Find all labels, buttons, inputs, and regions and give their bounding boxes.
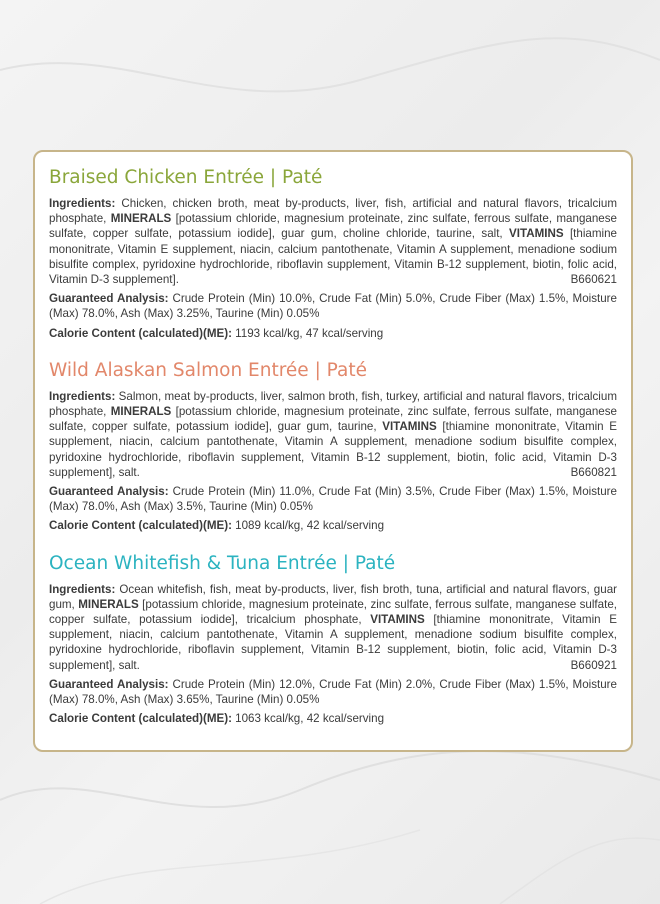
ingredients-text: Ingredients: Salmon, meat by-products, liver, salmon broth, fish, turkey, artificial and natural flavors, tricalcium phosphate, MINERALS [potassium chloride, magnesium proteinate, zinc sulfate, ferrous sulfate, manganese sulfate, copper sulfate, potassium iodide], guar gum, taurine, VITAMINS [thiamine mononitrate, Vitamin E supplement, niacin, calcium pantothenate, Vitamin A supplement, menadione sodium bisulfite complex, pyridoxine hydrochloride, riboflavin supplement, Vitamin B-12 supplement, biotin, folic acid, Vitamin D-3 supplement], salt. B660821 xyxy=(49,389,617,479)
nutrition-card xyxy=(33,150,633,752)
product-code: B660621 xyxy=(570,273,617,287)
calorie-content: Calorie Content (calculated)(ME): 1193 kcal/kg, 47 kcal/serving xyxy=(49,326,384,340)
calorie-content: Calorie Content (calculated)(ME): 1063 kcal/kg, 42 kcal/serving xyxy=(49,712,385,726)
section-title: Wild Alaskan Salmon Entrée | Paté xyxy=(49,359,367,381)
calorie-content: Calorie Content (calculated)(ME): 1089 kcal/kg, 42 kcal/serving xyxy=(49,519,385,533)
section-title: Braised Chicken Entrée | Paté xyxy=(49,167,323,188)
section-braised-chicken xyxy=(49,166,617,341)
product-code: B660921 xyxy=(570,658,617,672)
guaranteed-analysis: Guaranteed Analysis: Crude Protein (Min) 10.0%, Crude Fat (Min) 5.0%, Crude Fiber (Max) 1.5%, Moisture (Max) 78.0%, Ash (Max) 3.25%, Taurine (Min) 0.05% xyxy=(49,292,617,321)
guaranteed-analysis: Guaranteed Analysis: Crude Protein (Min) 11.0%, Crude Fat (Min) 3.5%, Crude Fiber (Max) 1.5%, Moisture (Max) 78.0%, Ash (Max) 3.5%, Taurine (Min) 0.05% xyxy=(49,485,617,514)
guaranteed-analysis: Guaranteed Analysis: Crude Protein (Min) 12.0%, Crude Fat (Min) 2.0%, Crude Fiber (Max) 1.5%, Moisture (Max) 78.0%, Ash (Max) 3.65%, Taurine (Min) 0.05% xyxy=(49,677,617,707)
ingredients-text: Ingredients: Chicken, chicken broth, meat by-products, liver, fish, artificial and natural flavors, tricalcium phosphate, MINERALS [potassium chloride, magnesium proteinate, zinc sulfate, ferrous sulfate, manganese sulfate, copper sulfate, potassium iodide], guar gum, choline chloride, taurine, salt, VITAMINS [thiamine mononitrate, Vitamin E supplement, niacin, calcium pantothenate, Vitamin A supplement, menadione sodium bisulfite complex, pyridoxine hydrochloride, riboflavin supplement, Vitamin B-12 supplement, biotin, folic acid, Vitamin D-3 supplement]. B660621 xyxy=(49,197,617,287)
section-ocean-whitefish-tuna xyxy=(49,552,617,727)
section-title: Ocean Whitefish & Tuna Entrée | Paté xyxy=(49,552,396,574)
product-code: B660821 xyxy=(570,465,617,479)
ingredients-label: Ingredients: xyxy=(49,582,116,596)
ingredients-label: Ingredients: xyxy=(49,197,116,210)
ingredients-label: Ingredients: xyxy=(49,389,116,403)
ingredients-text: Ingredients: Ocean whitefish, fish, meat by-products, liver, fish broth, tuna, artificial and natural flavors, guar gum, MINERALS [potassium chloride, magnesium proteinate, zinc sulfate, ferrous sulfate, manganese sulfate, copper sulfate, potassium iodide], tricalcium phosphate, VITAMINS [thiamine mononitrate, Vitamin E supplement, niacin, calcium pantothenate, Vitamin A supplement, menadione sodium bisulfite complex, pyridoxine hydrochloride, riboflavin supplement, Vitamin B-12 supplement, biotin, folic acid, Vitamin D-3 supplement], salt. B660921 xyxy=(49,582,617,672)
section-wild-alaskan-salmon xyxy=(49,359,617,534)
